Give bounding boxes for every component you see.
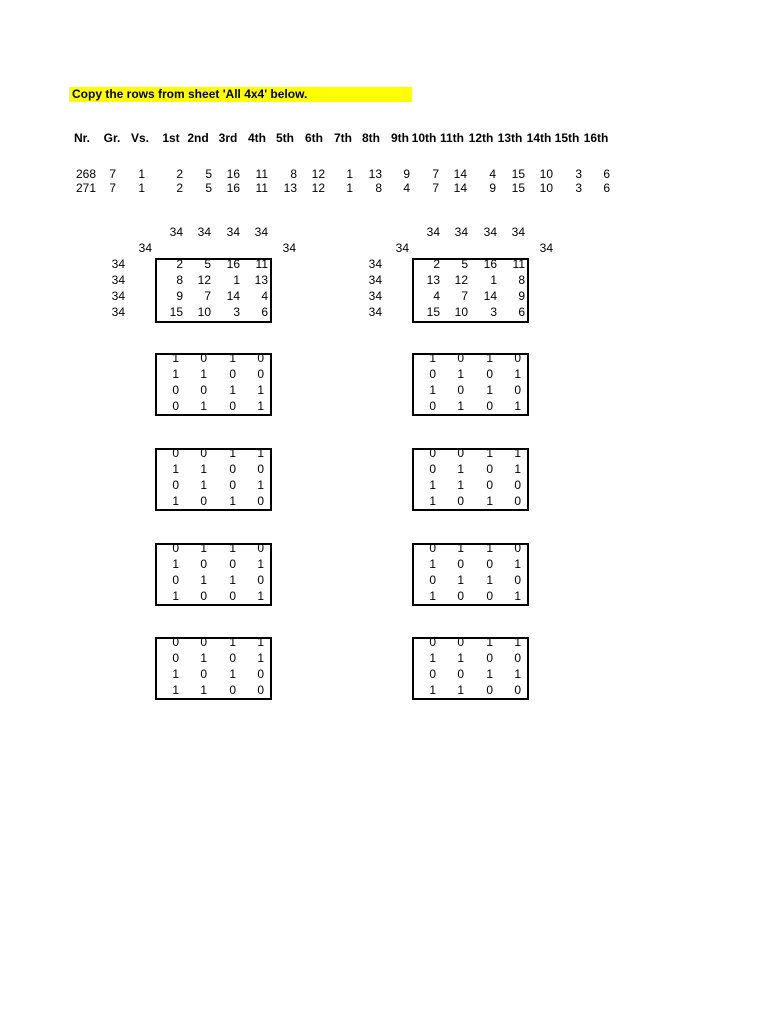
row-sum: 34: [368, 305, 382, 319]
row-sum: 34: [111, 305, 125, 319]
binary-cell: 1: [257, 557, 264, 571]
binary-cell: 0: [229, 589, 236, 603]
table-cell: 13: [283, 181, 297, 195]
binary-cell: 1: [172, 683, 179, 697]
table-cell: 1: [138, 181, 145, 195]
binary-cell: 1: [429, 651, 436, 665]
table-cell: 9: [403, 167, 410, 181]
binary-cell: 1: [429, 557, 436, 571]
column-header: 10th: [411, 131, 437, 145]
binary-cell: 1: [172, 462, 179, 476]
table-cell: 5: [205, 181, 212, 195]
table-cell: 7: [432, 167, 439, 181]
binary-cell: 1: [514, 557, 521, 571]
binary-cell: 1: [486, 494, 493, 508]
grid-cell: 15: [426, 305, 440, 319]
table-cell: 11: [255, 181, 268, 195]
binary-cell: 1: [429, 494, 436, 508]
table-cell: 7: [109, 167, 116, 181]
table-cell: 6: [603, 167, 610, 181]
table-cell: 1: [346, 181, 353, 195]
binary-cell: 0: [514, 541, 521, 555]
binary-cell: 0: [257, 351, 264, 365]
binary-cell: 0: [486, 399, 493, 413]
table-cell: 6: [603, 181, 610, 195]
binary-cell: 0: [200, 667, 207, 681]
column-header: 1st: [162, 131, 180, 145]
binary-cell: 1: [257, 446, 264, 460]
binary-cell: 1: [172, 494, 179, 508]
row-sum: 34: [368, 273, 382, 287]
binary-cell: 0: [172, 651, 179, 665]
binary-cell: 0: [486, 651, 493, 665]
row-sum: 34: [368, 289, 382, 303]
binary-cell: 1: [172, 667, 179, 681]
column-sum: 34: [254, 225, 268, 239]
binary-cell: 1: [200, 651, 207, 665]
table-cell: 1: [138, 167, 145, 181]
column-header: 13th: [497, 131, 523, 145]
binary-cell: 0: [229, 478, 236, 492]
binary-cell: 1: [172, 589, 179, 603]
binary-cell: 1: [514, 589, 521, 603]
binary-cell: 0: [514, 351, 521, 365]
column-header: 2nd: [187, 131, 209, 145]
binary-cell: 0: [429, 462, 436, 476]
binary-cell: 0: [429, 367, 436, 381]
grid-cell: 1: [490, 273, 497, 287]
grid-cell: 13: [254, 273, 268, 287]
binary-cell: 1: [257, 589, 264, 603]
binary-cell: 0: [486, 683, 493, 697]
grid-cell: 16: [226, 257, 240, 271]
diagonal-sum: 34: [282, 241, 296, 255]
binary-cell: 0: [429, 635, 436, 649]
column-sum: 34: [426, 225, 440, 239]
binary-cell: 1: [486, 635, 493, 649]
binary-cell: 1: [200, 462, 207, 476]
binary-cell: 1: [514, 446, 521, 460]
binary-cell: 1: [457, 399, 464, 413]
binary-cell: 1: [429, 683, 436, 697]
diagonal-sum: 34: [395, 241, 409, 255]
column-header: 16th: [583, 131, 609, 145]
grid-cell: 4: [433, 289, 440, 303]
grid-cell: 8: [176, 273, 183, 287]
grid-cell: 2: [176, 257, 183, 271]
grid-cell: 7: [461, 289, 468, 303]
grid-cell: 2: [433, 257, 440, 271]
binary-cell: 1: [514, 462, 521, 476]
binary-cell: 0: [172, 478, 179, 492]
row-sum: 34: [111, 289, 125, 303]
binary-cell: 0: [486, 557, 493, 571]
binary-cell: 0: [257, 367, 264, 381]
table-cell: 1: [346, 167, 353, 181]
table-cell: 14: [453, 181, 467, 195]
grid-cell: 14: [483, 289, 497, 303]
binary-cell: 0: [200, 635, 207, 649]
binary-cell: 0: [257, 573, 264, 587]
binary-cell: 0: [486, 462, 493, 476]
binary-cell: 1: [257, 635, 264, 649]
binary-cell: 1: [486, 351, 493, 365]
table-cell: 4: [489, 167, 496, 181]
binary-cell: 1: [429, 589, 436, 603]
table-cell: 14: [453, 167, 467, 181]
binary-cell: 1: [429, 383, 436, 397]
binary-cell: 1: [486, 573, 493, 587]
binary-cell: 1: [229, 635, 236, 649]
binary-cell: 1: [457, 683, 464, 697]
binary-cell: 0: [486, 478, 493, 492]
binary-cell: 1: [200, 541, 207, 555]
grid-cell: 5: [204, 257, 211, 271]
binary-cell: 1: [457, 573, 464, 587]
grid-cell: 6: [261, 305, 268, 319]
binary-cell: 0: [429, 667, 436, 681]
binary-cell: 1: [200, 399, 207, 413]
binary-cell: 1: [486, 446, 493, 460]
column-header: 7th: [334, 131, 352, 145]
table-cell: 8: [375, 181, 382, 195]
binary-cell: 0: [514, 573, 521, 587]
grid-cell: 3: [490, 305, 497, 319]
column-sum: 34: [197, 225, 211, 239]
grid-cell: 12: [454, 273, 468, 287]
binary-cell: 1: [257, 383, 264, 397]
binary-cell: 1: [172, 351, 179, 365]
column-header: 9th: [391, 131, 409, 145]
table-cell: 16: [226, 181, 240, 195]
binary-cell: 1: [229, 541, 236, 555]
binary-cell: 0: [457, 383, 464, 397]
column-header: 8th: [362, 131, 380, 145]
grid-cell: 5: [461, 257, 468, 271]
binary-cell: 0: [200, 494, 207, 508]
grid-cell: 8: [518, 273, 525, 287]
grid-cell: 15: [169, 305, 183, 319]
binary-cell: 1: [257, 478, 264, 492]
column-header: Nr.: [73, 131, 90, 145]
binary-cell: 1: [200, 367, 207, 381]
binary-cell: 1: [514, 399, 521, 413]
instruction-banner: Copy the rows from sheet 'All 4x4' below.: [69, 87, 412, 102]
grid-cell: 12: [197, 273, 211, 287]
binary-cell: 0: [429, 541, 436, 555]
binary-cell: 1: [172, 367, 179, 381]
table-cell: 11: [255, 167, 268, 181]
binary-cell: 0: [229, 367, 236, 381]
row-sum: 34: [368, 257, 382, 271]
binary-cell: 1: [172, 557, 179, 571]
binary-cell: 1: [229, 494, 236, 508]
binary-cell: 1: [514, 667, 521, 681]
binary-cell: 0: [257, 667, 264, 681]
binary-cell: 0: [257, 462, 264, 476]
column-sum: 34: [169, 225, 183, 239]
binary-cell: 1: [486, 383, 493, 397]
binary-cell: 0: [257, 541, 264, 555]
column-sum: 34: [511, 225, 525, 239]
table-cell: 268: [75, 167, 96, 181]
table-cell: 10: [539, 167, 553, 181]
column-header: Gr.: [103, 131, 121, 145]
binary-cell: 0: [172, 399, 179, 413]
grid-cell: 3: [233, 305, 240, 319]
diagonal-sum: 34: [138, 241, 152, 255]
binary-cell: 0: [486, 367, 493, 381]
binary-cell: 0: [429, 446, 436, 460]
binary-cell: 0: [229, 462, 236, 476]
binary-cell: 1: [457, 367, 464, 381]
binary-cell: 0: [229, 651, 236, 665]
binary-cell: 0: [486, 589, 493, 603]
binary-cell: 0: [514, 683, 521, 697]
table-cell: 7: [432, 181, 439, 195]
grid-cell: 10: [454, 305, 468, 319]
grid-cell: 14: [226, 289, 240, 303]
binary-cell: 1: [486, 541, 493, 555]
table-cell: 8: [290, 167, 297, 181]
column-sum: 34: [226, 225, 240, 239]
table-cell: 13: [368, 167, 382, 181]
binary-cell: 1: [257, 651, 264, 665]
binary-cell: 1: [200, 683, 207, 697]
binary-cell: 0: [257, 683, 264, 697]
grid-cell: 11: [255, 257, 268, 271]
table-cell: 12: [311, 167, 325, 181]
grid-cell: 9: [518, 289, 525, 303]
table-cell: 9: [489, 181, 496, 195]
table-cell: 3: [575, 181, 582, 195]
binary-cell: 1: [200, 478, 207, 492]
binary-cell: 0: [514, 478, 521, 492]
diagonal-sum: 34: [539, 241, 553, 255]
binary-cell: 1: [200, 573, 207, 587]
grid-cell: 4: [261, 289, 268, 303]
table-cell: 2: [176, 167, 183, 181]
binary-cell: 1: [229, 383, 236, 397]
binary-cell: 0: [457, 557, 464, 571]
column-header: 11th: [439, 131, 464, 145]
binary-cell: 1: [257, 399, 264, 413]
binary-cell: 0: [457, 667, 464, 681]
binary-cell: 0: [229, 683, 236, 697]
grid-cell: 11: [512, 257, 525, 271]
binary-cell: 1: [429, 478, 436, 492]
column-header: 4th: [248, 131, 266, 145]
binary-cell: 0: [172, 541, 179, 555]
column-sum: 34: [483, 225, 497, 239]
binary-cell: 1: [229, 446, 236, 460]
binary-cell: 1: [514, 635, 521, 649]
binary-cell: 0: [457, 351, 464, 365]
binary-cell: 0: [229, 399, 236, 413]
binary-cell: 0: [200, 383, 207, 397]
column-header: 15th: [554, 131, 580, 145]
table-cell: 12: [311, 181, 325, 195]
binary-cell: 0: [514, 383, 521, 397]
row-sum: 34: [111, 273, 125, 287]
binary-cell: 1: [229, 351, 236, 365]
grid-cell: 10: [197, 305, 211, 319]
binary-cell: 0: [457, 446, 464, 460]
column-header: 3rd: [218, 131, 238, 145]
binary-cell: 0: [200, 351, 207, 365]
row-sum: 34: [111, 257, 125, 271]
table-cell: 15: [511, 181, 525, 195]
column-header: 6th: [305, 131, 323, 145]
table-cell: 7: [109, 181, 116, 195]
binary-cell: 1: [229, 573, 236, 587]
binary-cell: 1: [457, 651, 464, 665]
binary-cell: 0: [457, 494, 464, 508]
grid-cell: 13: [426, 273, 440, 287]
binary-cell: 0: [514, 651, 521, 665]
table-cell: 15: [511, 167, 525, 181]
column-header: 5th: [276, 131, 294, 145]
grid-cell: 6: [518, 305, 525, 319]
column-header: 12th: [468, 131, 494, 145]
binary-cell: 0: [457, 635, 464, 649]
binary-cell: 1: [429, 351, 436, 365]
binary-cell: 0: [200, 589, 207, 603]
binary-cell: 1: [229, 667, 236, 681]
binary-cell: 0: [257, 494, 264, 508]
grid-cell: 1: [233, 273, 240, 287]
binary-cell: 0: [514, 494, 521, 508]
binary-cell: 0: [429, 573, 436, 587]
table-cell: 16: [226, 167, 240, 181]
table-cell: 4: [403, 181, 410, 195]
column-header: 14th: [526, 131, 552, 145]
binary-cell: 0: [172, 635, 179, 649]
grid-cell: 16: [483, 257, 497, 271]
binary-cell: 0: [229, 557, 236, 571]
binary-cell: 1: [457, 478, 464, 492]
column-header: Vs.: [130, 131, 149, 145]
binary-cell: 0: [457, 589, 464, 603]
binary-cell: 0: [200, 446, 207, 460]
table-cell: 5: [205, 167, 212, 181]
binary-cell: 0: [200, 557, 207, 571]
binary-cell: 1: [486, 667, 493, 681]
binary-cell: 0: [172, 383, 179, 397]
binary-cell: 0: [172, 446, 179, 460]
binary-cell: 0: [172, 573, 179, 587]
binary-cell: 1: [457, 541, 464, 555]
table-cell: 271: [75, 181, 96, 195]
column-sum: 34: [454, 225, 468, 239]
binary-cell: 1: [457, 462, 464, 476]
table-cell: 10: [539, 181, 553, 195]
table-cell: 3: [575, 167, 582, 181]
grid-cell: 9: [176, 289, 183, 303]
binary-cell: 0: [429, 399, 436, 413]
table-cell: 2: [176, 181, 183, 195]
binary-cell: 1: [514, 367, 521, 381]
grid-cell: 7: [204, 289, 211, 303]
